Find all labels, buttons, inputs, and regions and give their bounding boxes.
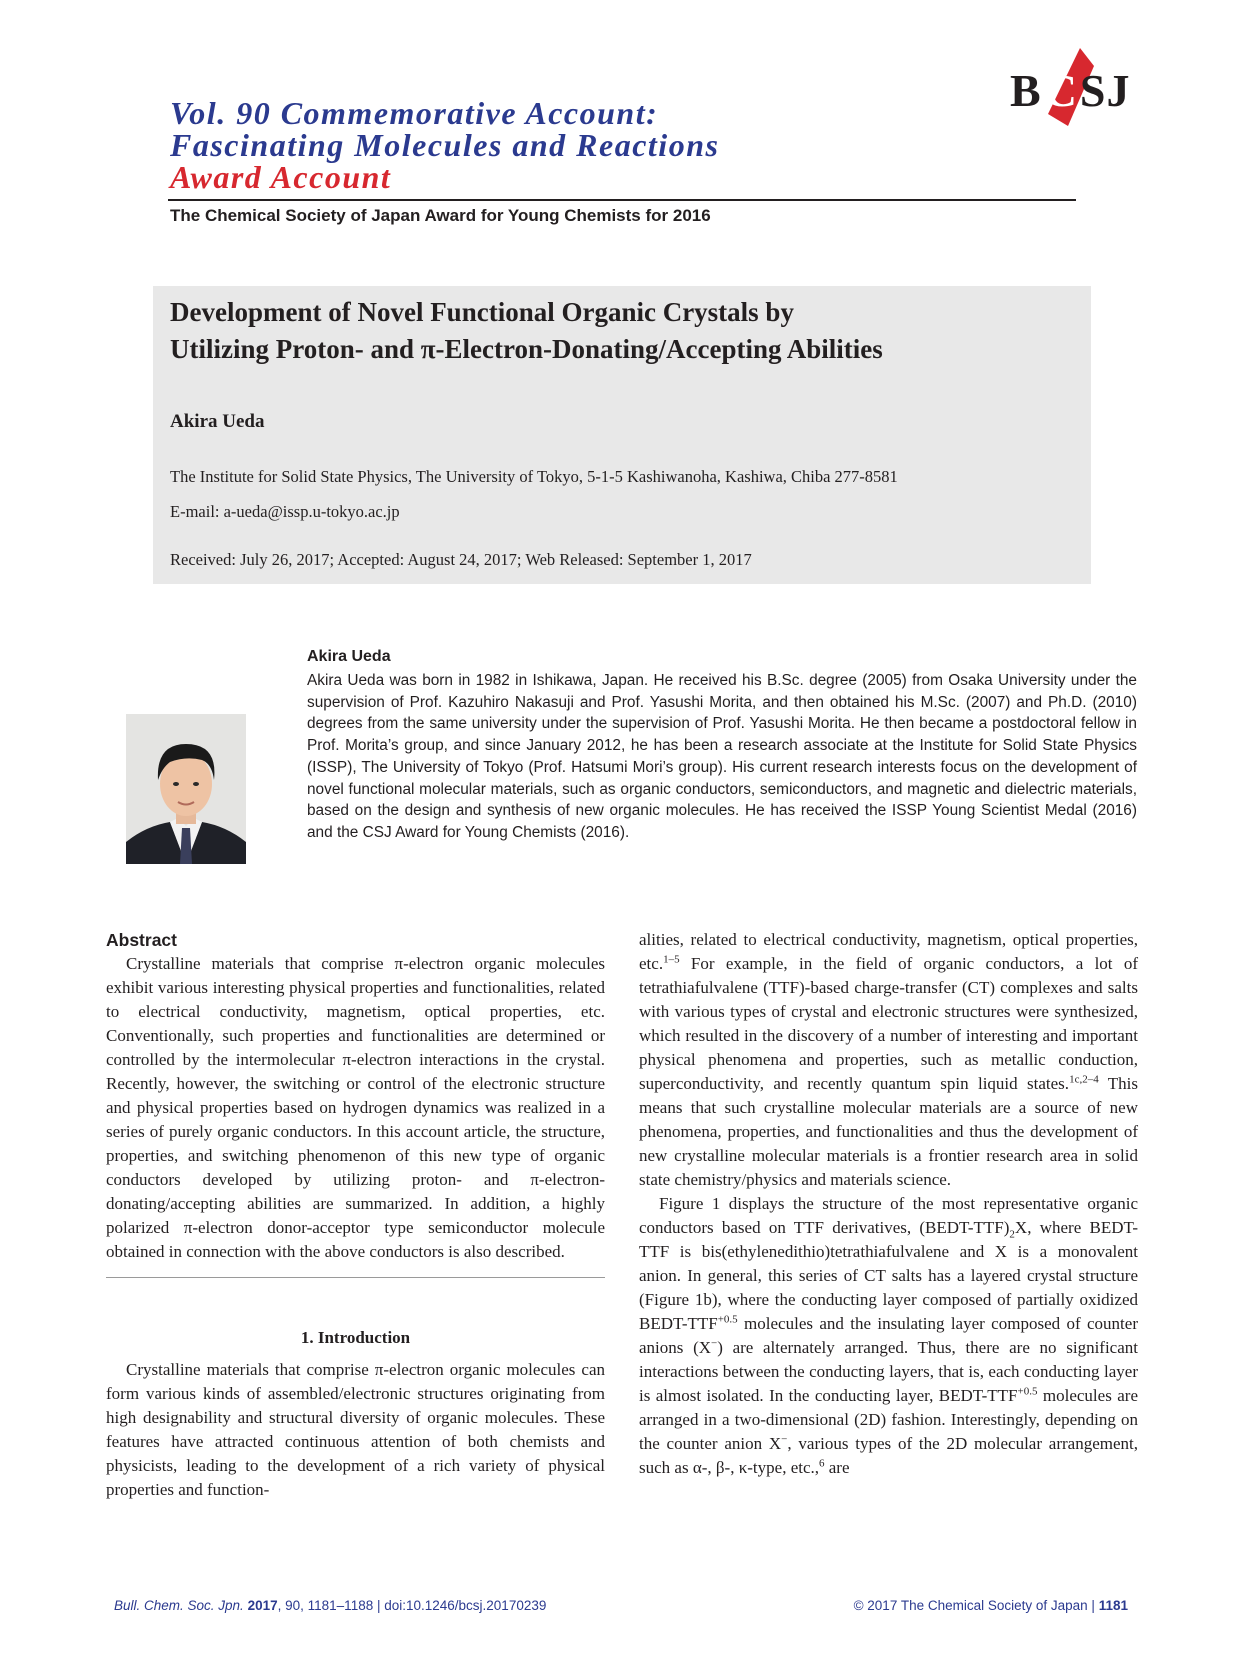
bcsj-logo <box>1010 42 1140 128</box>
section-heading: 1. Introduction <box>300 1328 411 1347</box>
left-column <box>106 928 605 1502</box>
author-photo <box>126 714 246 864</box>
right-column <box>639 928 1138 1480</box>
series-subtitle: Fascinating Molecules and Reactions <box>170 127 720 163</box>
bio-text: Akira Ueda was born in 1982 in Ishikawa, Japan. He received his B.Sc. degree (2005) from Osaka University under the supervision of Prof. Kazuhiro Nakasuji and Prof. Yasushi Morita, and then obtained his M.Sc. (2007) and Ph.D. (2010) degrees from the same university under the supervision of Prof. Yasushi Morita. He then became a postdoctoral fellow in Prof. Morita’s group, and since January 2012, he has been a research associate at the Institute for Solid State Physics (ISSP), The University of Tokyo (Prof. Hatsumi Mori’s group). His current research interests focus on the development of novel functional molecular materials, such as organic conductors, semiconductors, and magnetic and dielectric materials, based on the design and synthesis of new organic molecules. He has received the ISSP Young Scientist Medal (2016) and the CSJ Award for Young Chemists (2016). <box>307 672 1137 841</box>
citation-ref: 6 <box>819 1457 825 1470</box>
citation-ref: 1c,2–4 <box>1069 1073 1099 1086</box>
email: E-mail: a-ueda@issp.u-tokyo.ac.jp <box>170 502 400 521</box>
intro-paragraph-1-start: Crystalline materials that comprise π-electron organic molecules can form various kinds of assembled/electronic structures originating from high designability and structural diversity of organic molecules. These features have attracted continuous attention of both chemists and physicists, leading to the development of a rich variety of physical properties and function- <box>106 1360 605 1499</box>
intro-paragraph-1-cont: alities, related to electrical conductivity, magnetism, optical properties, etc.$^{1-5}$ For example, in the field of organic conductors, a lot of tetrathiafulvalene (TTF)-based charge-transfer (CT) complexes and salts with various types of crystal and electronic structures were synthesized, which resulted in the discovery of a number of interesting and important physical phenomena and properties, such as metallic conduction, superconductivity, and recently quantum spin liquid states.$^{1c,2-4}$ This means that such crystalline molecular materials are a source of new phenomena, properties, and functionalities and thus the development of new crystalline molecular materials is a frontier research area in solid state chemistry/physics and materials science. <box>639 930 1139 1189</box>
intro-paragraph-2: Figure 1 displays the structure of the most representative organic conductors based on TTF derivatives, $(BEDT-TTF)_2X$, where BEDT-TTF is bis(ethylenedithio)tetrathiafulvalene and X is a monovalent anion. In general, this series of CT salts has a layered crystal structure (Figure 1b), where the conducting layer composed of partially oxidized BEDT-$TTF^{+0.5}$ molecules and the insulating layer composed of counter anions (X−) are alternately arranged. Thus, there are no significant interactions between the conducting layers, that is, each conducting layer is almost isolated. In the conducting layer, BEDT-$TTF^{+0.5}$ molecules are arranged in a two-dimensional (2D) fashion. Interestingly, depending on the counter anion X−, various types of the 2D molecular arrangement, such as α-, β-, κ-type, etc.,$^6$ are <box>639 1194 1138 1477</box>
title-line-2: Utilizing Proton- and π-Electron-Donating/Accepting Abilities <box>170 334 883 364</box>
footer-copyright: © 2017 The Chemical Society of Japan | 1181 <box>853 1598 1128 1613</box>
header-rule <box>168 199 1076 201</box>
publication-dates: Received: July 26, 2017; Accepted: August 24, 2017; Web Released: September 1, 2017 <box>170 550 752 569</box>
abstract-text: Crystalline materials that comprise π-electron organic molecules exhibit various interesting physical properties and functionalities, related to electrical conductivity, magnetism, optical properties, etc. Conventionally, such properties and functionalities are determined or controlled by the intermolecular π-electron interactions in the crystal. Recently, however, the switching or control of the electronic structure and physical properties based on hydrogen dynamics was realized in a series of purely organic conductors. In this account article, the structure, properties, and switching phenomenon of this new type of organic conductors developed by utilizing proton- and π-electron-donating/accepting abilities are summarized. In addition, a highly polarized π-electron donor-acceptor type semiconductor molecule obtained in connection with the above conductors is also described. <box>106 954 605 1261</box>
logo-text: BCSJ <box>1010 65 1131 116</box>
citation-ref: 1–5 <box>663 953 680 966</box>
abstract-heading: Abstract <box>106 930 177 950</box>
author-name: Akira Ueda <box>170 411 265 432</box>
article-title <box>170 294 883 368</box>
title-box <box>153 286 1091 584</box>
abstract-separator <box>106 1277 605 1278</box>
title-line-1: Development of Novel Functional Organic Crystals by <box>170 297 794 327</box>
account-type: Award Account <box>170 159 392 195</box>
footer-citation: Bull. Chem. Soc. Jpn. 2017, 90, 1181–1188 | doi:10.1246/bcsj.20170239 <box>114 1598 547 1613</box>
series-title: Vol. 90 Commemorative Account: <box>170 95 659 131</box>
affiliation: The Institute for Solid State Physics, The University of Tokyo, 5-1-5 Kashiwanoha, Kashiwa, Chiba 277-8581 <box>170 467 898 486</box>
bio-name: Akira Ueda <box>307 648 391 665</box>
award-name: The Chemical Society of Japan Award for Young Chemists for 2016 <box>170 206 711 225</box>
page-number: 1181 <box>1098 1598 1128 1613</box>
